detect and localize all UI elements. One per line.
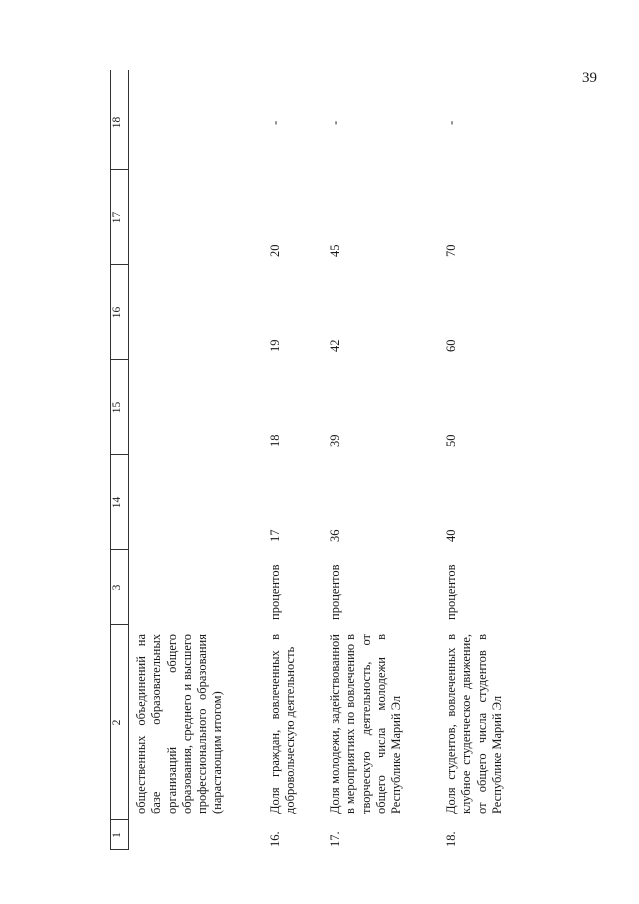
header-bottom-border	[128, 70, 129, 850]
value-col-17: 70	[444, 244, 458, 257]
value-col-15: 39	[328, 434, 342, 447]
row-number: 18.	[444, 831, 458, 847]
header-col-2: 2	[111, 719, 123, 726]
header-col-3: 3	[111, 584, 123, 591]
value-col-15: 50	[444, 434, 458, 447]
row-number: 16.	[268, 831, 282, 847]
row-unit: процентов	[444, 564, 458, 620]
header-col-14: 14	[111, 496, 123, 509]
header-col-16: 16	[111, 306, 123, 319]
continuation-text: общественных объединений на базе образовательных организаций общего образования, среднего и высшего профессионального образования (нарастающим итогом)	[134, 634, 225, 814]
value-col-15: 18	[268, 434, 282, 447]
row-description: Доля студентов, вовлеченных в клубное студенческое движение, от общего числа студентов в Республике Марий Эл	[444, 634, 504, 814]
value-col-18: -	[268, 120, 282, 125]
header-col-1: 1	[111, 832, 123, 838]
value-col-14: 17	[268, 529, 282, 542]
header-col-17: 17	[111, 211, 123, 224]
header-col-18: 18	[111, 116, 123, 129]
value-col-14: 40	[444, 529, 458, 542]
row-description: Доля молодежи, задействованной в мероприятиях по вовлечению в творческую деятельность, от общего числа молодежи в Республике Марий Эл	[328, 634, 404, 814]
value-col-17: 45	[328, 244, 342, 257]
value-col-17: 20	[268, 244, 282, 257]
value-col-16: 42	[328, 339, 342, 352]
value-col-18: -	[444, 120, 458, 125]
indicators-table	[110, 70, 530, 850]
value-col-14: 36	[328, 529, 342, 542]
row-unit: процентов	[268, 564, 282, 620]
value-col-18: -	[328, 120, 342, 125]
value-col-16: 19	[268, 339, 282, 352]
row-unit: процентов	[328, 564, 342, 620]
page-number: 39	[582, 70, 597, 86]
row-number: 17.	[328, 831, 342, 847]
header-col-15: 15	[111, 401, 123, 414]
value-col-16: 60	[444, 339, 458, 352]
row-description: Доля граждан, вовлеченных в добровольческую деятельность	[268, 634, 298, 814]
